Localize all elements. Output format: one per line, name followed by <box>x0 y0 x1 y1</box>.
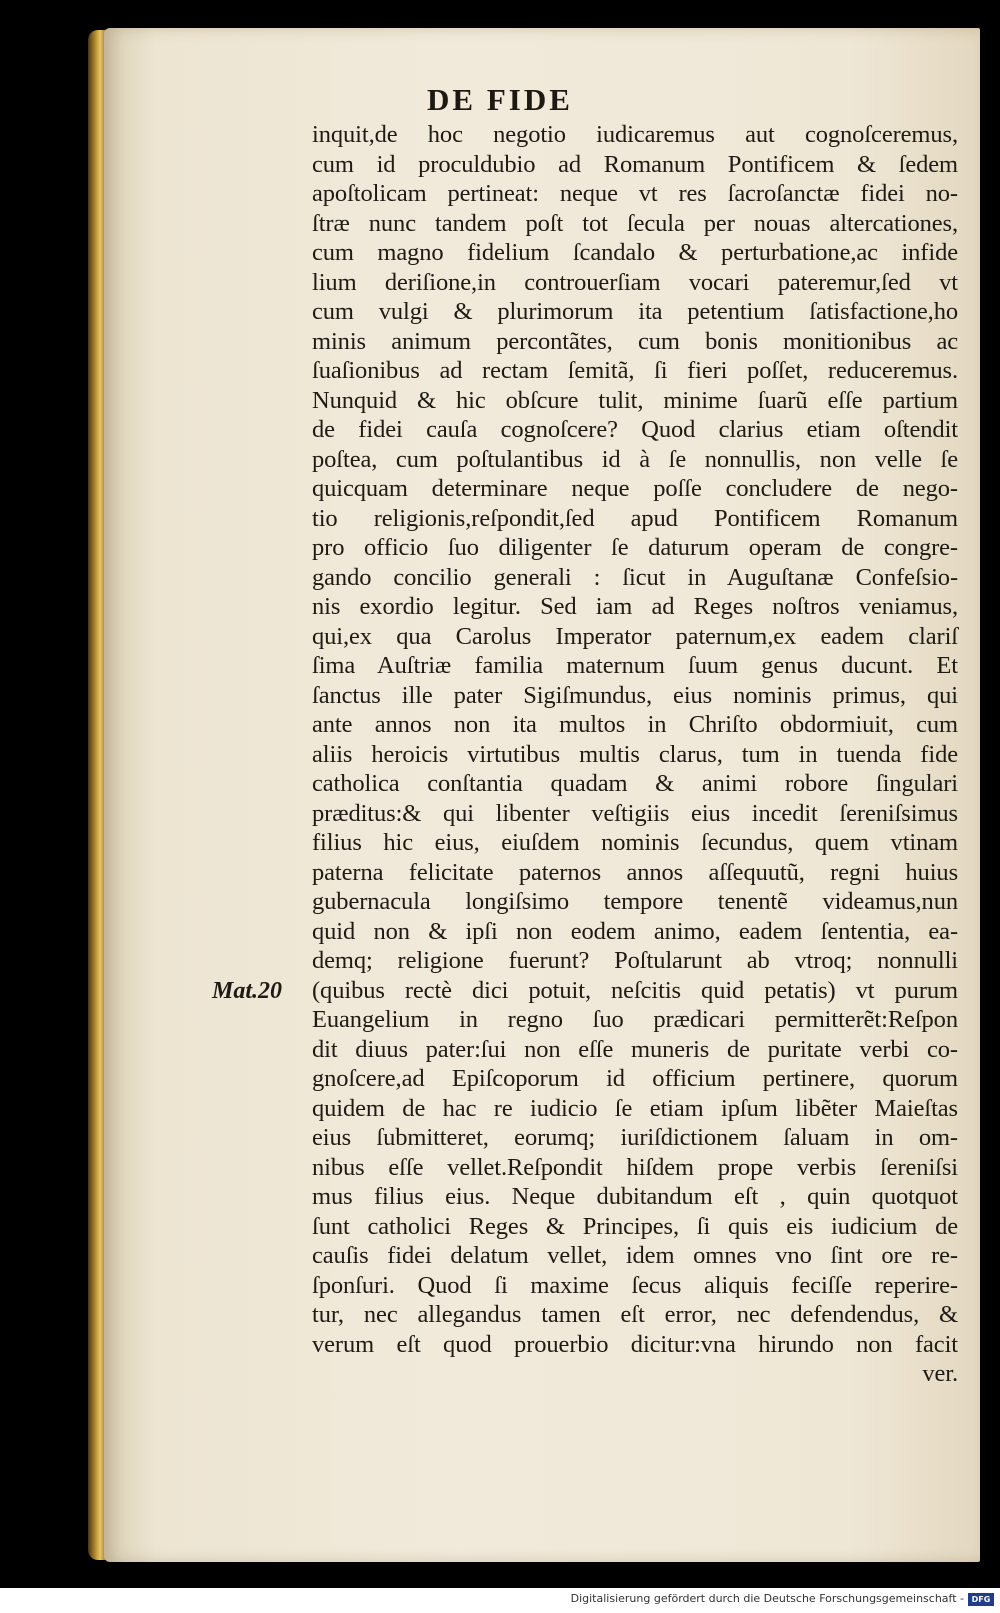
text-line: ver. <box>922 1360 958 1387</box>
text-line: verum eſt quod prouerbio dicitur:vna hirundo non facit <box>312 1330 958 1358</box>
text-line: nibus eſſe vellet.Reſpondit hiſdem prope verbis ſereniſsi <box>312 1153 958 1181</box>
text-line: ſunt catholici Reges & Principes, ſi quis eis iudicium de <box>312 1212 958 1240</box>
text-line: eius ſubmitteret, eorumq; iuriſdictionem ſaluam in om- <box>312 1124 958 1151</box>
text-block <box>312 120 958 1389</box>
text-line: quicquam determinare neque poſſe concludere de nego- <box>312 475 958 502</box>
text-line: apoſtolicam pertineat: neque vt res ſacroſanctæ fidei no- <box>312 180 958 207</box>
text-line: inquit,de hoc negotio iudicaremus aut cognoſceremus, <box>312 121 958 148</box>
text-line: dit diuus pater:ſui non eſſe muneris de puritate verbi co- <box>312 1035 958 1063</box>
text-line: catholica conſtantia quadam & animi robore ſingulari <box>312 770 958 797</box>
text-line: ſtræ nunc tandem poſt tot ſecula per nouas altercationes, <box>312 209 958 237</box>
text-line: mus filius eius. Neque dubitandum eſt , quin quotquot <box>312 1183 958 1210</box>
text-line: cauſis fidei delatum vellet, idem omnes vno ſint ore re- <box>312 1242 958 1269</box>
text-line: minis animum percontãtes, cum bonis monitionibus ac <box>312 327 958 355</box>
funding-notice: Digitalisierung gefördert durch die Deutsche Forschungsgemeinschaft - <box>570 1592 964 1605</box>
text-line: ſima Auſtriæ familia maternum ſuum genus ducunt. Et <box>312 652 958 679</box>
dfg-logo: DFG <box>968 1593 994 1606</box>
text-line: (quibus rectè dici potuit, neſcitis quid petatis) vt purum <box>312 976 958 1004</box>
text-line: cum vulgi & plurimorum ita petentium ſatisfactione,ho <box>312 298 958 325</box>
text-line: filius hic eius, eiuſdem nominis ſecundus, quem vtinam <box>312 829 958 856</box>
text-line: quid non & ipſi non eodem animo, eadem ſententia, ea- <box>312 917 958 945</box>
running-head: DE FIDE <box>427 82 573 117</box>
text-line: gnoſcere,ad Epiſcoporum id officium pertinere, quorum <box>312 1065 958 1092</box>
text-line: gando concilio generali : ſicut in Auguſtanæ Confeſsio- <box>312 563 958 591</box>
text-line: gubernacula longiſsimo tempore tenentẽ videamus,nun <box>312 888 958 915</box>
footer-bar <box>0 1588 1000 1613</box>
text-line: ſanctus ille pater Sigiſmundus, eius nominis primus, qui <box>312 681 958 709</box>
text-line: de fidei cauſa cognoſcere? Quod clarius etiam oſtendit <box>312 416 958 443</box>
text-line: paterna felicitate paternos annos aſſequutũ, regni huius <box>312 858 958 886</box>
text-line: quidem de hac re iudicio ſe etiam ipſum libẽter Maieſtas <box>312 1094 958 1122</box>
text-line: aliis heroicis virtutibus multis clarus, tum in tuenda fide <box>312 740 958 768</box>
text-line: qui,ex qua Carolus Imperator paternum,ex eadem clariſ <box>312 622 958 650</box>
marginal-note: Mat.20 <box>212 978 283 1004</box>
text-line: ſponſuri. Quod ſi maxime ſecus aliquis feciſſe reperire- <box>312 1271 958 1299</box>
text-line: Euangelium in regno ſuo prædicari permitterẽt:Reſpon <box>312 1006 958 1033</box>
text-line: Nunquid & hic obſcure tulit, minime ſuarũ eſſe partium <box>312 386 958 414</box>
text-line: pro officio ſuo diligenter ſe daturum operam de congre- <box>312 534 958 561</box>
text-line: nis exordio legitur. Sed iam ad Reges noſtros veniamus, <box>312 593 958 620</box>
text-line: cum magno fidelium ſcandalo & perturbatione,ac infide <box>312 239 958 266</box>
text-line: demq; religione fuerunt? Poſtularunt ab vtroq; nonnulli <box>312 947 958 974</box>
text-line: lium deriſione,in controuerſiam vocari pateremur,ſed vt <box>312 268 958 296</box>
text-line: ſuaſionibus ad rectam ſemitã, ſi fieri poſſet, reduceremus. <box>312 357 958 384</box>
text-line: præditus:& qui libenter veſtigiis eius incedit ſereniſsimus <box>312 799 958 827</box>
text-line: tio religionis,reſpondit,ſed apud Pontificem Romanum <box>312 504 958 532</box>
text-line: tur, nec allegandus tamen eſt error, nec defendendus, & <box>312 1301 958 1328</box>
text-line: poſtea, cum poſtulantibus id à ſe nonnullis, non velle ſe <box>312 445 958 473</box>
text-line: ante annos non ita multos in Chriſto obdormiuit, cum <box>312 711 958 738</box>
text-line: cum id proculdubio ad Romanum Pontificem & ſedem <box>312 150 958 178</box>
